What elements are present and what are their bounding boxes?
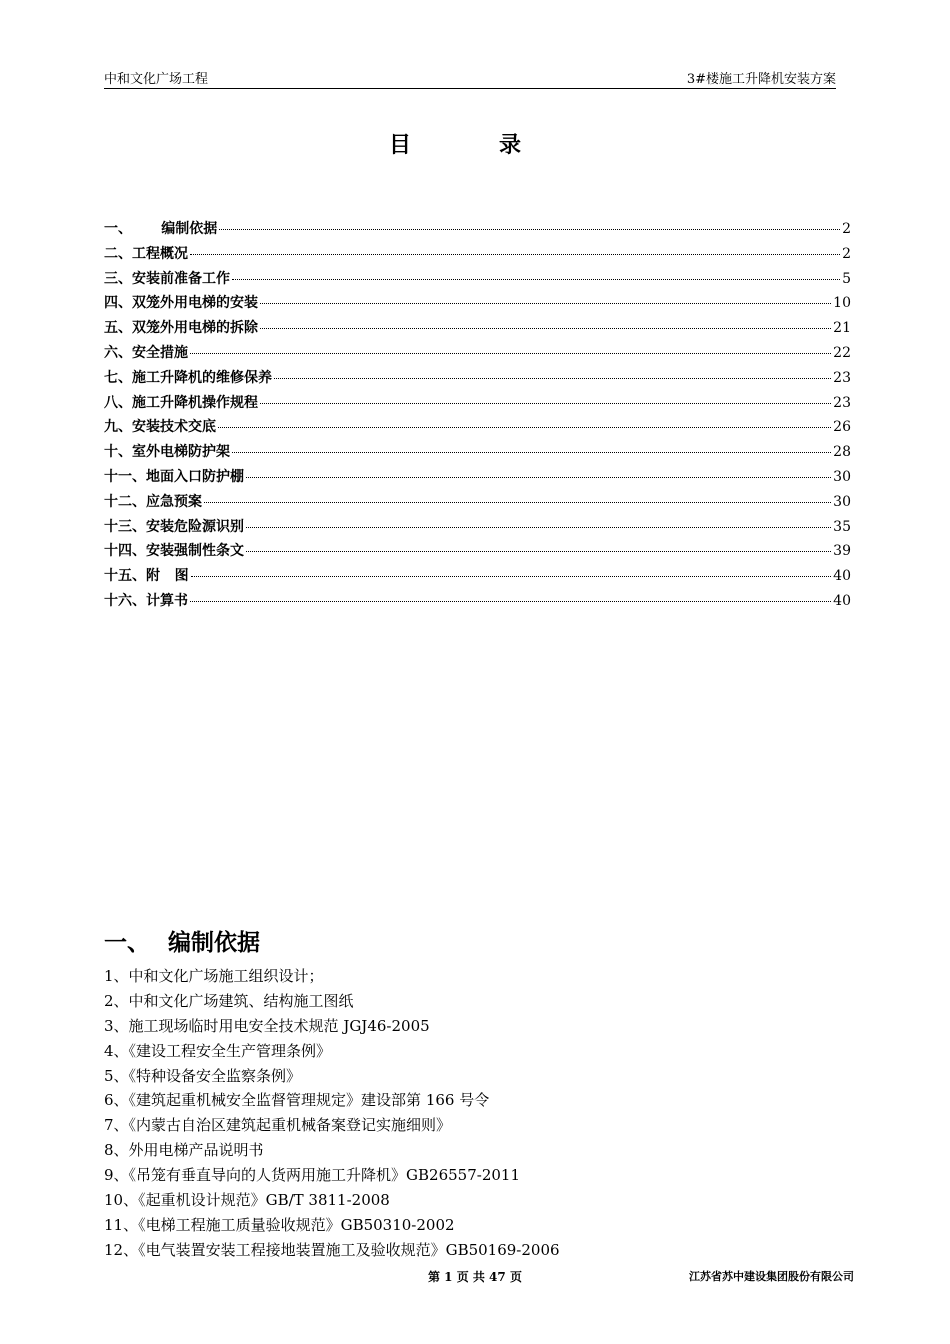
table-of-contents — [104, 218, 851, 615]
toc-entry-page: 23 — [833, 369, 851, 386]
toc-entry-page: 5 — [842, 270, 851, 287]
toc-entry-label: 十四、安装强制性条文 — [104, 543, 244, 560]
toc-dot-leader — [260, 328, 831, 329]
toc-entry[interactable] — [104, 416, 851, 441]
toc-entry-label: 十六、计算书 — [104, 592, 188, 609]
toc-entry-page: 26 — [833, 419, 851, 436]
toc-entry[interactable] — [104, 466, 851, 491]
toc-entry-page: 10 — [833, 295, 851, 312]
toc-entry[interactable] — [104, 491, 851, 516]
toc-entry-label: 七、施工升降机的维修保养 — [104, 369, 272, 386]
toc-entry-page: 40 — [833, 568, 851, 585]
toc-entry[interactable] — [104, 292, 851, 317]
toc-entry[interactable] — [104, 565, 851, 590]
basis-item: 12、《电气装置安装工程接地装置施工及验收规范》GB50169-2006 — [104, 1240, 560, 1259]
toc-dot-leader — [190, 353, 831, 354]
toc-entry-label: 十一、地面入口防护棚 — [104, 468, 244, 485]
toc-entry[interactable] — [104, 441, 851, 466]
toc-title: 目录 — [388, 132, 609, 158]
basis-item: 10、《起重机设计规范》GB/T 3811-2008 — [104, 1191, 390, 1210]
toc-entry-page: 23 — [833, 394, 851, 411]
toc-dot-leader — [232, 279, 840, 280]
section-title: 编制依据 — [168, 930, 260, 956]
basis-item: 9、《吊笼有垂直导向的人货两用施工升降机》GB26557-2011 — [104, 1166, 521, 1185]
toc-entry-page: 39 — [833, 543, 851, 560]
toc-dot-leader — [274, 378, 831, 379]
toc-entry-label: 六、安全措施 — [104, 344, 188, 361]
toc-entry-page: 21 — [833, 320, 851, 337]
basis-item: 3、施工现场临时用电安全技术规范 JGJ46-2005 — [104, 1016, 430, 1035]
toc-dot-leader — [190, 601, 831, 602]
toc-entry-page: 22 — [833, 344, 851, 361]
header-project-name: 中和文化广场工程 — [104, 72, 209, 87]
toc-entry-label: 十二、应急预案 — [104, 493, 202, 510]
basis-item: 1、中和文化广场施工组织设计； — [104, 967, 324, 985]
toc-entry-page: 30 — [833, 468, 851, 485]
toc-entry[interactable] — [104, 367, 851, 392]
basis-item: 7、《内蒙古自治区建筑起重机械备案登记实施细则》 — [104, 1116, 452, 1135]
toc-dot-leader — [204, 502, 831, 503]
toc-entry[interactable] — [104, 392, 851, 417]
page-footer — [0, 1268, 950, 1286]
toc-dot-leader — [246, 527, 831, 528]
basis-item: 6、《建筑起重机械安全监督管理规定》建设部第 166 号令 — [104, 1091, 490, 1110]
basis-item: 5、《特种设备安全监察条例》 — [104, 1066, 302, 1085]
toc-entry-label: 二、工程概况 — [104, 245, 188, 262]
basis-list — [104, 964, 864, 1263]
toc-entry[interactable] — [104, 243, 851, 268]
toc-entry[interactable] — [104, 317, 851, 342]
toc-entry-page: 28 — [833, 444, 851, 461]
toc-dot-leader — [190, 254, 840, 255]
basis-item: 4、《建设工程安全生产管理条例》 — [104, 1041, 332, 1060]
toc-entry-label: 八、施工升降机操作规程 — [104, 394, 258, 411]
basis-item: 2、中和文化广场建筑、结构施工图纸 — [104, 991, 354, 1010]
basis-item: 8、外用电梯产品说明书 — [104, 1141, 264, 1160]
toc-dot-leader — [218, 427, 831, 428]
footer-page-info: 第 1 页 共 47 页 — [428, 1270, 522, 1284]
toc-entry-label: 十三、安装危险源识别 — [104, 518, 244, 535]
toc-entry-page: 35 — [833, 518, 851, 535]
toc-entry[interactable] — [104, 516, 851, 541]
toc-entry-label: 五、双笼外用电梯的拆除 — [104, 320, 258, 337]
toc-dot-leader — [246, 477, 831, 478]
toc-entry[interactable] — [104, 268, 851, 293]
toc-entry[interactable] — [104, 342, 851, 367]
toc-entry[interactable] — [104, 540, 851, 565]
toc-entry-label: 三、安装前准备工作 — [104, 270, 230, 287]
toc-entry-page: 2 — [842, 245, 851, 262]
toc-dot-leader — [232, 452, 831, 453]
toc-entry[interactable] — [104, 218, 851, 243]
section-number: 一、 — [104, 930, 150, 956]
toc-dot-leader — [191, 576, 832, 577]
basis-item: 11、《电梯工程施工质量验收规范》GB50310-2002 — [104, 1215, 455, 1234]
section-heading — [104, 924, 260, 957]
toc-entry-label: 四、双笼外用电梯的安装 — [104, 295, 258, 312]
toc-dot-leader — [246, 551, 831, 552]
footer-company: 江苏省苏中建设集团股份有限公司 — [689, 1270, 854, 1283]
toc-dot-leader — [260, 303, 831, 304]
toc-dot-leader — [260, 403, 831, 404]
toc-entry-page: 30 — [833, 493, 851, 510]
toc-entry[interactable] — [104, 590, 851, 615]
toc-entry-page: 2 — [842, 221, 851, 237]
page-header — [104, 68, 836, 89]
toc-entry-page: 40 — [833, 592, 851, 609]
toc-entry-label: 十、室外电梯防护架 — [104, 444, 230, 461]
toc-entry-label: 九、安装技术交底 — [104, 419, 216, 436]
header-document-title: 3#楼施工升降机安装方案 — [686, 72, 836, 87]
toc-entry-label: 十五、附 图 — [104, 568, 189, 585]
toc-entry-label: 一、 编制依据 — [104, 221, 218, 237]
toc-dot-leader — [219, 229, 840, 230]
